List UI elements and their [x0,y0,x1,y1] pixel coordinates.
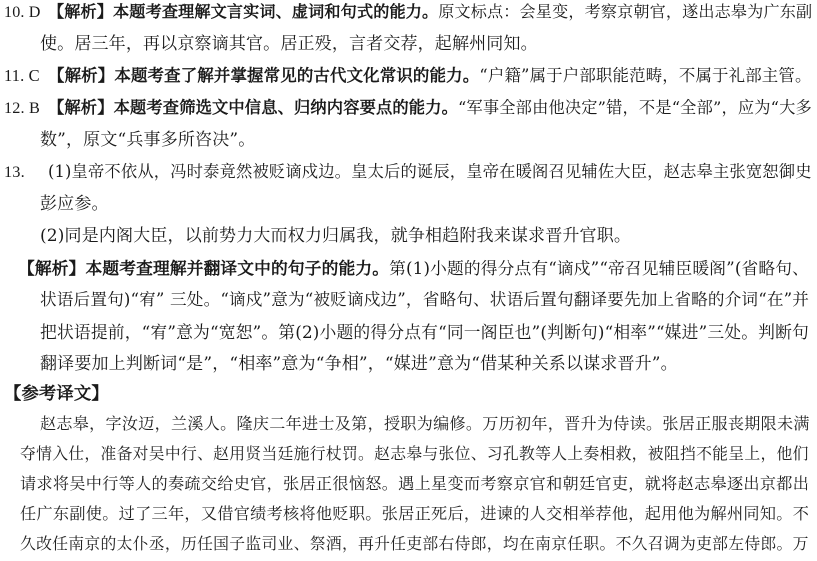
analysis-text: 原文标点：会星变，考察京朝官，遂出志皋为广东副 [438,2,813,21]
answer-10-line-2 [0,31,817,57]
analysis-tag: 【解析】 [18,258,86,278]
answer-13-line-2 [0,191,817,217]
analysis-text: 使。居三年，再以京察谪其官。居正殁，言者交荐，起解州同知。 [40,34,538,54]
analysis-text: 数”，原文“兵事多所咨决”。 [40,130,256,150]
answer-text: 彭应参。 [40,194,109,214]
answer-text: (2)同是内阁大臣，以前势力大而权力归属我，就争相趋附我来谋求晋升官职。 [40,226,632,246]
answer-13-line-3 [0,223,817,249]
analysis-text: “军事全部由他决定”错，不是“全部”，应为“大多 [458,98,812,117]
analysis-text: 状语后置句)“宥” 三处。“谪戍”意为“被贬谪戍边”，省略句、状语后置句翻译要先加上省略的介词“在”并 [40,290,810,309]
answer-13-analysis-line-2 [0,287,817,313]
translation-line: 赵志皋，字汝迈，兰溪人。隆庆二年进士及第，授职为编修。万历初年，晋升为侍读。张居正服丧期限未满 [40,414,810,433]
analysis-lead: 本题考查理解文言实词、虚词和句式的能力。 [113,2,439,21]
analysis-text: 第(1)小题的得分点有“谪戍”“帝召见辅臣暖阁”(省略句、 [389,258,809,278]
answer-13-line-1 [0,159,817,185]
analysis-text: 翻译要加上判断词“是”，“相率”意为“争相”，“媒进”意为“借某种关系以谋求晋升”。 [40,354,678,374]
translation-line: 夺情入仕，准备对吴中行、赵用贤当廷施行杖罚。赵志皋与张位、习孔教等人上奏相救，被阻挡不能呈上，他们 [20,444,809,463]
analysis-tag: 【解析】 [48,98,114,117]
answer-number: 12. B [4,99,40,117]
answer-13-analysis-line-4 [0,351,817,377]
answer-number: 10. D [4,4,41,21]
translation-line: 请求将吴中行等人的奏疏交给史官，张居正很恼怒。遇上星变而考察京官和朝廷官吏，就将赵志皋逐出京都出 [20,474,810,493]
analysis-lead: 本题考查了解并掌握常见的古代文化常识的能力。 [114,66,480,85]
analysis-lead: 本题考查筛选文中信息、归纳内容要点的能力。 [113,98,459,117]
answer-11-line-1 [0,63,817,89]
answer-12-line-1 [0,95,817,121]
analysis-tag: 【解析】 [48,2,114,21]
answer-10-line-1 [0,0,817,25]
translation-line: 久改任南京的太仆丞，历任国子监司业、祭酒，再升任吏部右侍郎，均在南京任职。不久召调为吏部左侍郎。万 [20,534,809,553]
answer-number: 11. C [4,66,40,85]
answer-number: 13. [4,162,25,181]
answer-text: (1)皇帝不依从，冯时泰竟然被贬谪戍边。皇太后的诞辰，皇帝在暖阁召见辅佐大臣，赵志皋主张宽恕御史 [48,162,812,181]
analysis-text: “户籍”属于户部职能范畴，不属于礼部主管。 [479,66,812,85]
translation-heading: 【参考译文】 [4,384,109,404]
analysis-tag: 【解析】 [48,66,115,85]
translation-line: 任广东副使。过了三年，又借官绩考核将他贬职。张居正死后，进谏的人交相举荐他，起用他为解州同知。不 [20,504,810,523]
answer-13-analysis-line-1 [0,255,817,281]
analysis-lead: 本题考查理解并翻译文中的句子的能力。 [85,258,390,278]
answer-12-line-2 [0,127,817,153]
analysis-text: 把状语提前，“宥”意为“宽恕”。第(2)小题的得分点有“同一阁臣也”(判断句)“相率”“媒进”三处。判断句 [40,322,809,342]
answer-13-analysis-line-3 [0,319,817,345]
